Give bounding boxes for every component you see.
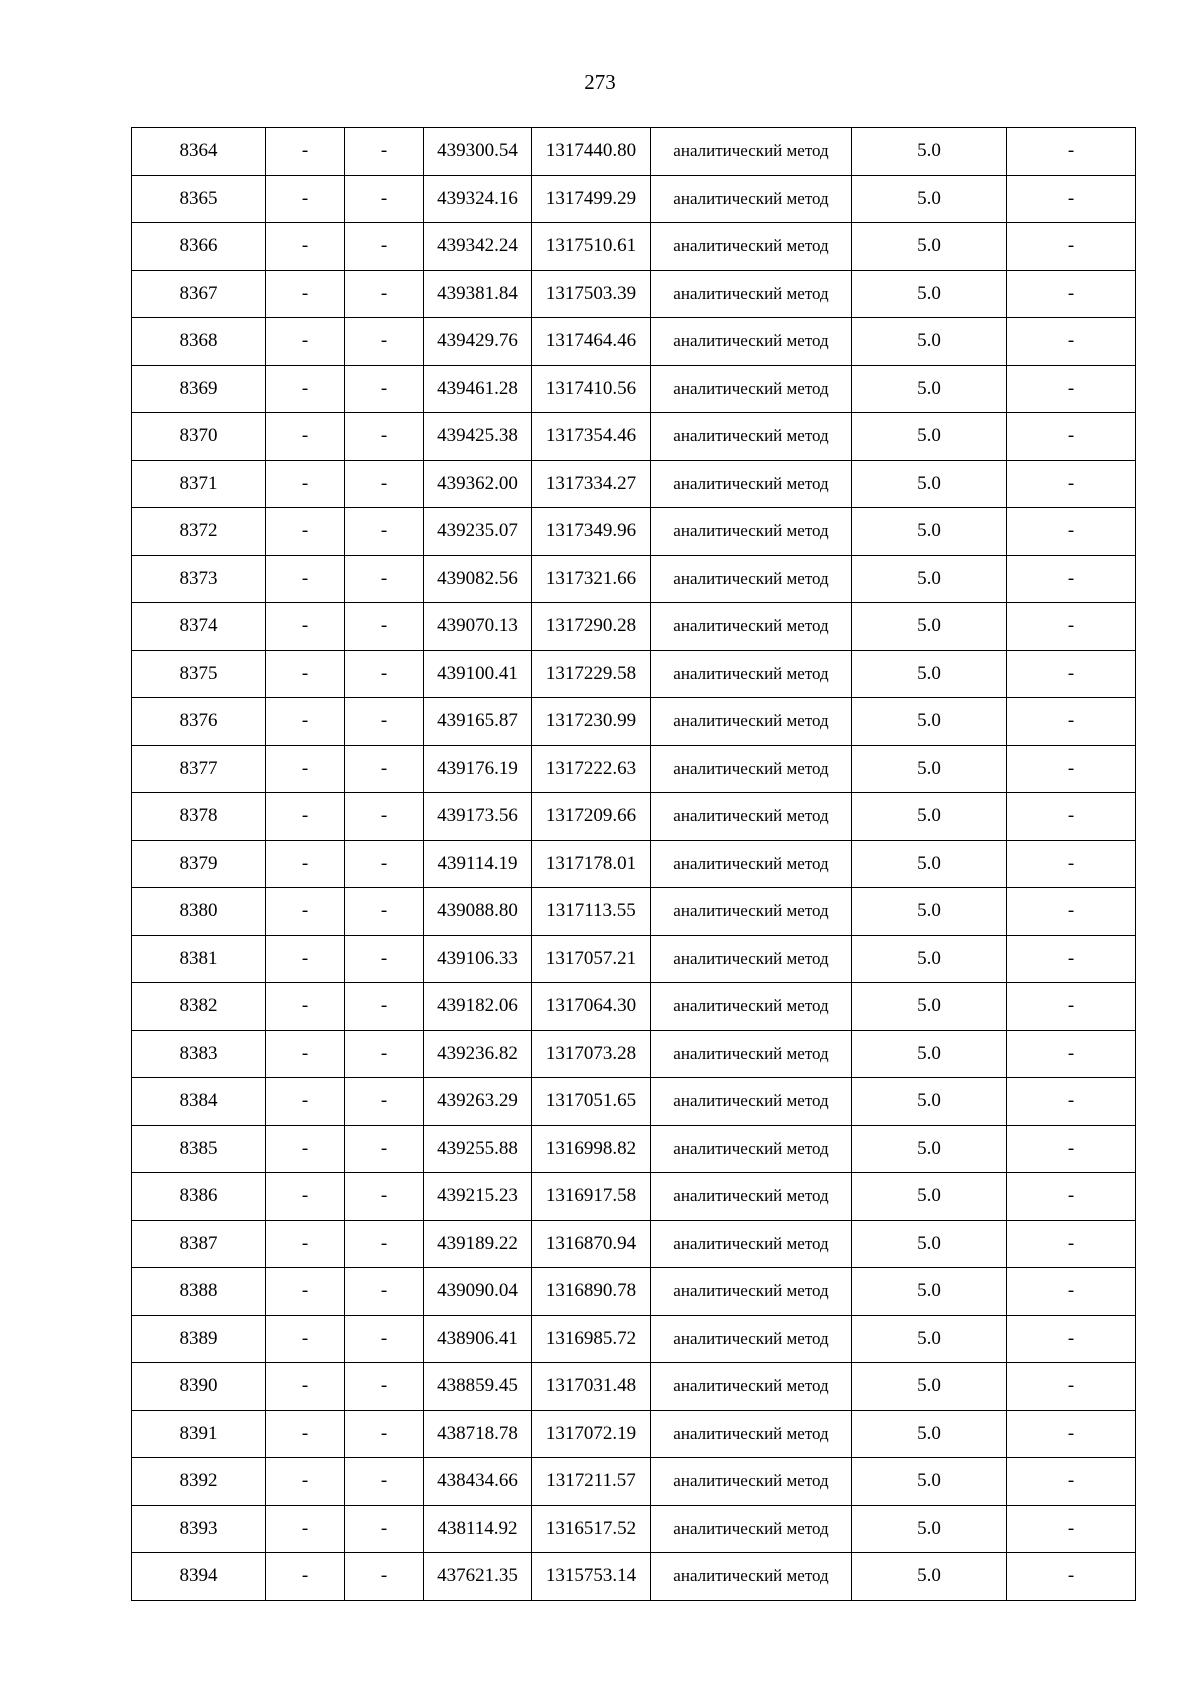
method-cell: аналитический метод: [651, 365, 852, 413]
method-cell: аналитический метод: [651, 698, 852, 746]
table-row: [132, 793, 1136, 841]
point-number-cell: 8392: [132, 1458, 266, 1506]
x-coordinate-cell: 439106.33: [424, 935, 532, 983]
x-coordinate-cell: 438859.45: [424, 1363, 532, 1411]
point-number-cell: 8394: [132, 1553, 266, 1601]
x-coordinate-cell: 439324.16: [424, 175, 532, 223]
accuracy-cell: 5.0: [852, 508, 1007, 556]
column-2-cell: -: [266, 1125, 345, 1173]
x-coordinate-cell: 439090.04: [424, 1268, 532, 1316]
point-number-cell: 8387: [132, 1220, 266, 1268]
y-coordinate-cell: 1317410.56: [532, 365, 651, 413]
column-8-cell: -: [1007, 1078, 1136, 1126]
y-coordinate-cell: 1317464.46: [532, 318, 651, 366]
point-number-cell: 8382: [132, 983, 266, 1031]
table-row: [132, 745, 1136, 793]
table-row: [132, 603, 1136, 651]
x-coordinate-cell: 439189.22: [424, 1220, 532, 1268]
column-2-cell: -: [266, 888, 345, 936]
point-number-cell: 8371: [132, 460, 266, 508]
point-number-cell: 8390: [132, 1363, 266, 1411]
column-2-cell: -: [266, 793, 345, 841]
method-cell: аналитический метод: [651, 1268, 852, 1316]
y-coordinate-cell: 1316870.94: [532, 1220, 651, 1268]
table-row: [132, 1363, 1136, 1411]
method-cell: аналитический метод: [651, 1078, 852, 1126]
table-row: [132, 460, 1136, 508]
column-8-cell: -: [1007, 508, 1136, 556]
point-number-cell: 8379: [132, 840, 266, 888]
method-cell: аналитический метод: [651, 888, 852, 936]
method-cell: аналитический метод: [651, 1505, 852, 1553]
point-number-cell: 8384: [132, 1078, 266, 1126]
column-8-cell: -: [1007, 840, 1136, 888]
column-3-cell: -: [345, 1078, 424, 1126]
column-3-cell: -: [345, 1030, 424, 1078]
x-coordinate-cell: 439263.29: [424, 1078, 532, 1126]
y-coordinate-cell: 1317178.01: [532, 840, 651, 888]
table-row: [132, 1078, 1136, 1126]
column-2-cell: -: [266, 1410, 345, 1458]
accuracy-cell: 5.0: [852, 555, 1007, 603]
y-coordinate-cell: 1317064.30: [532, 983, 651, 1031]
y-coordinate-cell: 1317222.63: [532, 745, 651, 793]
column-3-cell: -: [345, 1410, 424, 1458]
point-number-cell: 8369: [132, 365, 266, 413]
point-number-cell: 8383: [132, 1030, 266, 1078]
column-8-cell: -: [1007, 555, 1136, 603]
table-row: [132, 1125, 1136, 1173]
method-cell: аналитический метод: [651, 223, 852, 271]
point-number-cell: 8370: [132, 413, 266, 461]
x-coordinate-cell: 439425.38: [424, 413, 532, 461]
table-row: [132, 698, 1136, 746]
accuracy-cell: 5.0: [852, 698, 1007, 746]
accuracy-cell: 5.0: [852, 650, 1007, 698]
column-2-cell: -: [266, 318, 345, 366]
column-3-cell: -: [345, 650, 424, 698]
point-number-cell: 8364: [132, 128, 266, 176]
column-3-cell: -: [345, 223, 424, 271]
point-number-cell: 8385: [132, 1125, 266, 1173]
column-8-cell: -: [1007, 1553, 1136, 1601]
method-cell: аналитический метод: [651, 603, 852, 651]
y-coordinate-cell: 1316985.72: [532, 1315, 651, 1363]
y-coordinate-cell: 1317349.96: [532, 508, 651, 556]
method-cell: аналитический метод: [651, 1553, 852, 1601]
column-8-cell: -: [1007, 1220, 1136, 1268]
column-8-cell: -: [1007, 365, 1136, 413]
table-body: [132, 128, 1136, 1601]
column-8-cell: -: [1007, 888, 1136, 936]
point-number-cell: 8368: [132, 318, 266, 366]
method-cell: аналитический метод: [651, 318, 852, 366]
table-row: [132, 1268, 1136, 1316]
point-number-cell: 8389: [132, 1315, 266, 1363]
table-row: [132, 365, 1136, 413]
column-3-cell: -: [345, 745, 424, 793]
y-coordinate-cell: 1316890.78: [532, 1268, 651, 1316]
table-row: [132, 128, 1136, 176]
column-8-cell: -: [1007, 1363, 1136, 1411]
column-3-cell: -: [345, 1363, 424, 1411]
column-8-cell: -: [1007, 1030, 1136, 1078]
column-8-cell: -: [1007, 318, 1136, 366]
column-8-cell: -: [1007, 745, 1136, 793]
column-2-cell: -: [266, 1553, 345, 1601]
accuracy-cell: 5.0: [852, 175, 1007, 223]
table-row: [132, 1553, 1136, 1601]
column-8-cell: -: [1007, 1125, 1136, 1173]
y-coordinate-cell: 1317072.19: [532, 1410, 651, 1458]
y-coordinate-cell: 1317209.66: [532, 793, 651, 841]
accuracy-cell: 5.0: [852, 793, 1007, 841]
y-coordinate-cell: 1316998.82: [532, 1125, 651, 1173]
table-row: [132, 175, 1136, 223]
x-coordinate-cell: 439381.84: [424, 270, 532, 318]
column-2-cell: -: [266, 1363, 345, 1411]
x-coordinate-cell: 439255.88: [424, 1125, 532, 1173]
x-coordinate-cell: 439165.87: [424, 698, 532, 746]
table-row: [132, 840, 1136, 888]
column-8-cell: -: [1007, 1505, 1136, 1553]
accuracy-cell: 5.0: [852, 1410, 1007, 1458]
column-2-cell: -: [266, 1505, 345, 1553]
point-number-cell: 8372: [132, 508, 266, 556]
x-coordinate-cell: 438114.92: [424, 1505, 532, 1553]
column-3-cell: -: [345, 413, 424, 461]
method-cell: аналитический метод: [651, 508, 852, 556]
y-coordinate-cell: 1317354.46: [532, 413, 651, 461]
x-coordinate-cell: 439215.23: [424, 1173, 532, 1221]
column-2-cell: -: [266, 365, 345, 413]
column-8-cell: -: [1007, 1458, 1136, 1506]
table-row: [132, 413, 1136, 461]
table-row: [132, 1505, 1136, 1553]
x-coordinate-cell: 439082.56: [424, 555, 532, 603]
accuracy-cell: 5.0: [852, 1505, 1007, 1553]
x-coordinate-cell: 439461.28: [424, 365, 532, 413]
table-row: [132, 650, 1136, 698]
column-3-cell: -: [345, 1315, 424, 1363]
point-number-cell: 8386: [132, 1173, 266, 1221]
column-2-cell: -: [266, 1220, 345, 1268]
point-number-cell: 8388: [132, 1268, 266, 1316]
column-3-cell: -: [345, 460, 424, 508]
x-coordinate-cell: 439182.06: [424, 983, 532, 1031]
method-cell: аналитический метод: [651, 1125, 852, 1173]
y-coordinate-cell: 1315753.14: [532, 1553, 651, 1601]
y-coordinate-cell: 1317230.99: [532, 698, 651, 746]
table-row: [132, 1220, 1136, 1268]
column-3-cell: -: [345, 840, 424, 888]
column-8-cell: -: [1007, 270, 1136, 318]
point-number-cell: 8365: [132, 175, 266, 223]
x-coordinate-cell: 439342.24: [424, 223, 532, 271]
x-coordinate-cell: 439429.76: [424, 318, 532, 366]
y-coordinate-cell: 1317031.48: [532, 1363, 651, 1411]
method-cell: аналитический метод: [651, 1458, 852, 1506]
column-2-cell: -: [266, 1268, 345, 1316]
column-3-cell: -: [345, 128, 424, 176]
accuracy-cell: 5.0: [852, 1315, 1007, 1363]
y-coordinate-cell: 1317290.28: [532, 603, 651, 651]
x-coordinate-cell: 439235.07: [424, 508, 532, 556]
table-row: [132, 1410, 1136, 1458]
accuracy-cell: 5.0: [852, 460, 1007, 508]
accuracy-cell: 5.0: [852, 1268, 1007, 1316]
column-2-cell: -: [266, 840, 345, 888]
point-number-cell: 8366: [132, 223, 266, 271]
x-coordinate-cell: 439176.19: [424, 745, 532, 793]
x-coordinate-cell: 439088.80: [424, 888, 532, 936]
accuracy-cell: 5.0: [852, 745, 1007, 793]
column-2-cell: -: [266, 1078, 345, 1126]
y-coordinate-cell: 1317051.65: [532, 1078, 651, 1126]
y-coordinate-cell: 1317113.55: [532, 888, 651, 936]
column-3-cell: -: [345, 603, 424, 651]
accuracy-cell: 5.0: [852, 888, 1007, 936]
method-cell: аналитический метод: [651, 413, 852, 461]
method-cell: аналитический метод: [651, 1315, 852, 1363]
x-coordinate-cell: 439173.56: [424, 793, 532, 841]
column-3-cell: -: [345, 1505, 424, 1553]
column-2-cell: -: [266, 413, 345, 461]
column-2-cell: -: [266, 128, 345, 176]
column-2-cell: -: [266, 1315, 345, 1363]
accuracy-cell: 5.0: [852, 270, 1007, 318]
method-cell: аналитический метод: [651, 460, 852, 508]
table-row: [132, 1315, 1136, 1363]
x-coordinate-cell: 438906.41: [424, 1315, 532, 1363]
y-coordinate-cell: 1316917.58: [532, 1173, 651, 1221]
method-cell: аналитический метод: [651, 270, 852, 318]
x-coordinate-cell: 439236.82: [424, 1030, 532, 1078]
accuracy-cell: 5.0: [852, 1220, 1007, 1268]
column-2-cell: -: [266, 983, 345, 1031]
column-3-cell: -: [345, 1458, 424, 1506]
y-coordinate-cell: 1317211.57: [532, 1458, 651, 1506]
column-2-cell: -: [266, 555, 345, 603]
column-3-cell: -: [345, 318, 424, 366]
column-8-cell: -: [1007, 413, 1136, 461]
table-row: [132, 1458, 1136, 1506]
column-3-cell: -: [345, 508, 424, 556]
table-row: [132, 508, 1136, 556]
method-cell: аналитический метод: [651, 175, 852, 223]
x-coordinate-cell: 439362.00: [424, 460, 532, 508]
point-number-cell: 8378: [132, 793, 266, 841]
column-3-cell: -: [345, 1173, 424, 1221]
column-2-cell: -: [266, 460, 345, 508]
table-row: [132, 1030, 1136, 1078]
method-cell: аналитический метод: [651, 793, 852, 841]
accuracy-cell: 5.0: [852, 318, 1007, 366]
column-2-cell: -: [266, 270, 345, 318]
table-row: [132, 888, 1136, 936]
table-row: [132, 1173, 1136, 1221]
y-coordinate-cell: 1317510.61: [532, 223, 651, 271]
x-coordinate-cell: 439114.19: [424, 840, 532, 888]
x-coordinate-cell: 439070.13: [424, 603, 532, 651]
table-row: [132, 555, 1136, 603]
table-row: [132, 318, 1136, 366]
table-row: [132, 270, 1136, 318]
table-row: [132, 983, 1136, 1031]
column-2-cell: -: [266, 508, 345, 556]
point-number-cell: 8367: [132, 270, 266, 318]
column-8-cell: -: [1007, 223, 1136, 271]
column-2-cell: -: [266, 1030, 345, 1078]
column-3-cell: -: [345, 175, 424, 223]
accuracy-cell: 5.0: [852, 128, 1007, 176]
accuracy-cell: 5.0: [852, 935, 1007, 983]
method-cell: аналитический метод: [651, 555, 852, 603]
method-cell: аналитический метод: [651, 1220, 852, 1268]
column-3-cell: -: [345, 1220, 424, 1268]
method-cell: аналитический метод: [651, 840, 852, 888]
point-number-cell: 8376: [132, 698, 266, 746]
accuracy-cell: 5.0: [852, 1363, 1007, 1411]
point-number-cell: 8393: [132, 1505, 266, 1553]
y-coordinate-cell: 1317499.29: [532, 175, 651, 223]
column-8-cell: -: [1007, 935, 1136, 983]
column-8-cell: -: [1007, 983, 1136, 1031]
point-number-cell: 8381: [132, 935, 266, 983]
method-cell: аналитический метод: [651, 128, 852, 176]
column-2-cell: -: [266, 935, 345, 983]
column-2-cell: -: [266, 1458, 345, 1506]
column-8-cell: -: [1007, 1173, 1136, 1221]
column-3-cell: -: [345, 1553, 424, 1601]
accuracy-cell: 5.0: [852, 365, 1007, 413]
column-3-cell: -: [345, 365, 424, 413]
y-coordinate-cell: 1317440.80: [532, 128, 651, 176]
column-3-cell: -: [345, 888, 424, 936]
point-number-cell: 8377: [132, 745, 266, 793]
column-3-cell: -: [345, 983, 424, 1031]
x-coordinate-cell: 438718.78: [424, 1410, 532, 1458]
y-coordinate-cell: 1317503.39: [532, 270, 651, 318]
method-cell: аналитический метод: [651, 745, 852, 793]
table-row: [132, 935, 1136, 983]
column-3-cell: -: [345, 935, 424, 983]
column-2-cell: -: [266, 223, 345, 271]
method-cell: аналитический метод: [651, 1363, 852, 1411]
x-coordinate-cell: 437621.35: [424, 1553, 532, 1601]
method-cell: аналитический метод: [651, 1030, 852, 1078]
accuracy-cell: 5.0: [852, 840, 1007, 888]
y-coordinate-cell: 1317334.27: [532, 460, 651, 508]
x-coordinate-cell: 438434.66: [424, 1458, 532, 1506]
point-number-cell: 8380: [132, 888, 266, 936]
method-cell: аналитический метод: [651, 983, 852, 1031]
column-8-cell: -: [1007, 698, 1136, 746]
y-coordinate-cell: 1316517.52: [532, 1505, 651, 1553]
column-8-cell: -: [1007, 1410, 1136, 1458]
column-3-cell: -: [345, 793, 424, 841]
column-8-cell: -: [1007, 603, 1136, 651]
x-coordinate-cell: 439300.54: [424, 128, 532, 176]
column-3-cell: -: [345, 555, 424, 603]
column-2-cell: -: [266, 603, 345, 651]
accuracy-cell: 5.0: [852, 1553, 1007, 1601]
accuracy-cell: 5.0: [852, 1458, 1007, 1506]
y-coordinate-cell: 1317229.58: [532, 650, 651, 698]
table-row: [132, 223, 1136, 271]
column-3-cell: -: [345, 270, 424, 318]
column-8-cell: -: [1007, 460, 1136, 508]
method-cell: аналитический метод: [651, 935, 852, 983]
column-2-cell: -: [266, 1173, 345, 1221]
point-number-cell: 8373: [132, 555, 266, 603]
page-number: 273: [584, 70, 616, 94]
y-coordinate-cell: 1317057.21: [532, 935, 651, 983]
coordinates-table: [131, 127, 1136, 1601]
column-8-cell: -: [1007, 1268, 1136, 1316]
column-3-cell: -: [345, 698, 424, 746]
method-cell: аналитический метод: [651, 650, 852, 698]
column-2-cell: -: [266, 650, 345, 698]
column-3-cell: -: [345, 1125, 424, 1173]
column-2-cell: -: [266, 175, 345, 223]
method-cell: аналитический метод: [651, 1410, 852, 1458]
accuracy-cell: 5.0: [852, 603, 1007, 651]
point-number-cell: 8391: [132, 1410, 266, 1458]
point-number-cell: 8374: [132, 603, 266, 651]
accuracy-cell: 5.0: [852, 983, 1007, 1031]
accuracy-cell: 5.0: [852, 413, 1007, 461]
column-3-cell: -: [345, 1268, 424, 1316]
y-coordinate-cell: 1317073.28: [532, 1030, 651, 1078]
column-2-cell: -: [266, 745, 345, 793]
accuracy-cell: 5.0: [852, 1078, 1007, 1126]
accuracy-cell: 5.0: [852, 1125, 1007, 1173]
accuracy-cell: 5.0: [852, 1173, 1007, 1221]
accuracy-cell: 5.0: [852, 223, 1007, 271]
y-coordinate-cell: 1317321.66: [532, 555, 651, 603]
column-8-cell: -: [1007, 793, 1136, 841]
x-coordinate-cell: 439100.41: [424, 650, 532, 698]
point-number-cell: 8375: [132, 650, 266, 698]
column-2-cell: -: [266, 698, 345, 746]
column-8-cell: -: [1007, 128, 1136, 176]
column-8-cell: -: [1007, 650, 1136, 698]
accuracy-cell: 5.0: [852, 1030, 1007, 1078]
column-8-cell: -: [1007, 175, 1136, 223]
column-8-cell: -: [1007, 1315, 1136, 1363]
method-cell: аналитический метод: [651, 1173, 852, 1221]
